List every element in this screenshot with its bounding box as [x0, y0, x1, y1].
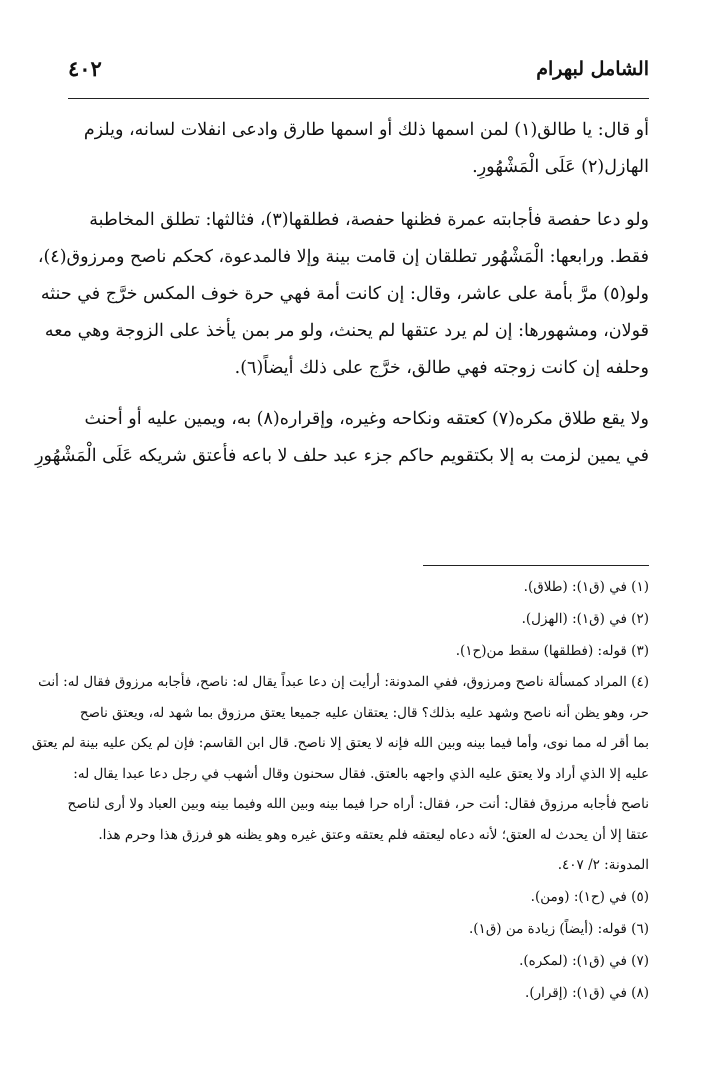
footnote: (١) في (ق١): (طلاق).	[523, 579, 649, 595]
footnote	[31, 667, 649, 881]
footnotes	[31, 571, 649, 1009]
footnote: (٥) في (ح١): (ومن).	[530, 888, 649, 905]
footnote: (٢) في (ق١): (الهزل).	[521, 611, 649, 627]
footnote-line: المدونة: ٢/ ٤٠٧.	[557, 857, 649, 873]
paragraph	[66, 112, 649, 186]
running-title: الشامل لبهرام	[536, 58, 649, 80]
text-line: وحلفه إن كانت زوجته فهي طالق، خرَّج على ذلك أيضاً(٦).	[234, 358, 649, 378]
text-line: قولان، ومشهورها: إن لم يرد عتقها لم يحنث، ولو مر بمن يأخذ على الزوجة وهي معه	[44, 321, 649, 341]
footnote: (٨) في (ق١): (إقرار).	[525, 984, 649, 1001]
footnote-line: حر، وهو يظن أنه ناصح وشهد عليه بذلك؟ قال: يعتقان عليه جميعا يعتق مرزوق بما شهد له، ويعتق ناصح	[79, 704, 649, 721]
footnote-line: ناصح فأجابه مرزوق فقال: أنت حر، فقال: أراه حرا فيما بينه وبين الله وفيما بينه وبين العباد ولا أرى لناصح	[67, 796, 649, 812]
footnote-line: (٤) المراد كمسألة ناصح ومرزوق، ففي المدونة: أرأيت إن دعا عبداً يقال له: ناصح، فأجابه مرزوق فقال له: أنت	[38, 674, 649, 690]
main-text	[35, 112, 649, 475]
text-line: الهازل(٢) عَلَى الْمَشْهُورِ.	[472, 157, 649, 177]
footnote: (٣) قوله: (فطلقها) سقط من(ح١).	[455, 643, 649, 659]
footnote: (٧) في (ق١): (لمكره).	[519, 952, 649, 969]
text-line: في يمين لزمت به إلا بكتقويم حاكم جزء عبد حلف لا باعه فأعتق شريكه عَلَى الْمَشْهُورِ	[35, 446, 649, 466]
text-line: فقط. ورابعها: الْمَشْهُور تطلقان إن قامت بينة وإلا فالمدعوة، كحكم ناصح ومرزوق(٤)،	[37, 247, 649, 267]
paragraph	[35, 401, 649, 475]
text-line: ولا يقع طلاق مكره(٧) كعتقه ونكاحه وغيره، وإقراره(٨) به، ويمين عليه أو أحنث	[84, 409, 649, 429]
text-line: ولو(٥) مرَّ بأمة على عاشر، وقال: إن كانت أمة فهي حرة خوف المكس خرَّج في حنثه	[40, 284, 649, 304]
footnote-separator	[423, 565, 649, 566]
page-number: ٤٠٢	[68, 56, 102, 81]
footnote-line: بما أقر له مما نوى، وأما فيما بينه وبين الله فإنه لا يعتق إلا ناصح. قال ابن القاسم: فإن لم يكن عليه بينة لم يعتق	[31, 735, 649, 751]
footnote-line: عتقا إلا أن يحدث له العتق؛ لأنه دعاه ليعتقه فلم يعتقه وعتق غيره وهو يظنه هو فرزق هذا وحرم هذا.	[98, 826, 649, 843]
text-line: أو قال: يا طالق(١) لمن اسمها ذلك أو اسمها طارق وادعى انفلات لسانه، ويلزم	[83, 120, 649, 140]
paragraph	[37, 202, 649, 387]
footnote: (٦) قوله: (أيضاً) زيادة من (ق١).	[468, 920, 649, 937]
footnote-line: عليه إلا الذي أراد ولا يعتق عليه الذي واجهه بالعتق. فقال سحنون وقال أشهب في رجل دعا عبدا يقال له:	[73, 765, 649, 782]
text-line: ولو دعا حفصة فأجابته عمرة فظنها حفصة، فطلقها(٣)، فثالثها: تطلق المخاطبة	[89, 210, 649, 230]
page-header	[68, 52, 649, 99]
